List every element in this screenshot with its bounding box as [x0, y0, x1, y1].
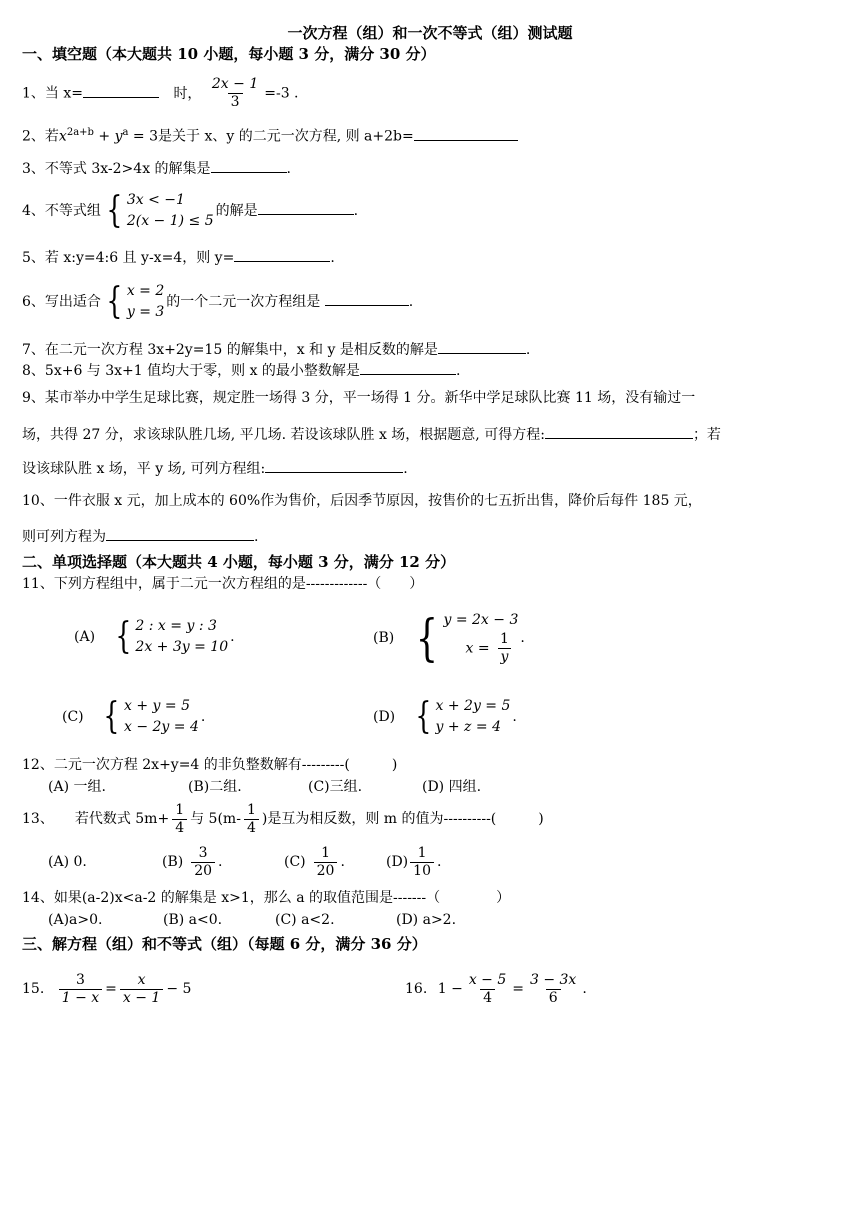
question-9-line-2: 场，共得 27 分，求该球队胜几场, 平几场. 若设该球队胜 x 场，根据题意, 可得方程: ；若	[22, 423, 721, 445]
option-13-d[interactable]: (D) $\frac{1}{10}$ .	[386, 844, 442, 879]
question-1: 1、当 x= 时， $\frac{2x - 1}{3}$ =-3 .	[22, 76, 299, 110]
option-14-a[interactable]: (A)a>0.	[48, 912, 103, 928]
answer-blank-7[interactable]	[438, 338, 526, 354]
answer-blank-1[interactable]	[83, 82, 159, 98]
brace-icon: {	[415, 696, 432, 737]
option-14-b[interactable]: (B) a<0.	[163, 912, 223, 928]
section-fill-blank-heading: 一、填空题（本大题共 10 小题，每小题 3 分，满分 30 分）	[22, 45, 436, 63]
brace-icon: {	[103, 696, 120, 737]
brace-icon: {	[106, 281, 123, 322]
answer-blank-6[interactable]	[325, 290, 409, 306]
option-11-d[interactable]: (D) { x + 2y = 5 y + z = 4 .	[373, 696, 517, 737]
brace-icon: {	[415, 609, 438, 667]
option-14-d[interactable]: (D) a>2.	[396, 912, 457, 928]
question-13: 13、 若代数式 5m+ $\frac{1}{4}$ 与 5(m- $\frac{1}{4}$ )是互为相反数，则 m 的值为----------( )	[22, 801, 544, 836]
answer-blank-9a[interactable]	[545, 423, 693, 439]
question-10-line-1: 10、一件衣服 x 元，加上成本的 60%作为售价，后因季节原因，按售价的七五折出售，降价后每件 185 元，	[22, 493, 702, 509]
answer-blank-4[interactable]	[258, 199, 354, 215]
option-12-c[interactable]: (C)三组.	[308, 779, 363, 795]
question-9-line-1: 9、某市举办中学生足球比赛，规定胜一场得 3 分，平一场得 1 分。新华中学足球队比赛 11 场，没有输过一	[22, 390, 696, 406]
question-5: 5、若 x:y=4:6 且 y-x=4，则 y= .	[22, 246, 335, 268]
question-3: 3、不等式 3x-2>4x 的解集是 .	[22, 157, 291, 179]
question-16: 16. 1 − $\frac{x - 5}{4}$ = $\frac{3 - 3x}{6}$ .	[405, 971, 587, 1006]
answer-blank-5[interactable]	[234, 246, 330, 262]
answer-blank-2[interactable]	[414, 125, 518, 141]
question-2: 2、若$x^{2a+b} + y^a = 3$是关于 x、y 的二元一次方程, 则 a+2b=	[22, 123, 518, 147]
answer-blank-8[interactable]	[360, 359, 456, 375]
option-13-c[interactable]: (C) $\frac{1}{20}$ .	[284, 844, 345, 879]
question-14: 14、如果(a-2)x<a-2 的解集是 x>1，那么 a 的取值范围是-------（ ）	[22, 890, 511, 906]
brace-icon: {	[114, 616, 131, 657]
question-15: 15. $\frac{3}{1 - x}$ = $\frac{x}{x - 1}$ − 5	[22, 971, 192, 1006]
question-8: 8、5x+6 与 3x+1 值均大于零，则 x 的最小整数解是 .	[22, 359, 460, 381]
option-12-d[interactable]: (D) 四组.	[422, 779, 482, 795]
question-6: 6、写出适合 { x = 2 y = 3 的一个二元一次方程组是 .	[22, 281, 414, 322]
answer-blank-9b[interactable]	[265, 457, 403, 473]
page-title: 一次方程（组）和一次不等式（组）测试题	[287, 24, 573, 42]
answer-blank-10[interactable]	[106, 525, 254, 541]
option-11-b[interactable]: (B) { y = 2x − 3 x = $\frac{1}{y}$ .	[373, 609, 525, 667]
question-12: 12、二元一次方程 2x+y=4 的非负整数解有---------( )	[22, 757, 398, 773]
question-7: 7、在二元一次方程 3x+2y=15 的解集中，x 和 y 是相反数的解是 .	[22, 338, 530, 360]
option-11-c[interactable]: (C) { x + y = 5 x − 2y = 4 .	[62, 696, 206, 737]
answer-blank-3[interactable]	[211, 157, 287, 173]
option-13-b[interactable]: (B) $\frac{3}{20}$ .	[162, 844, 223, 879]
option-12-b[interactable]: (B)二组.	[188, 779, 242, 795]
option-12-a[interactable]: (A) 一组.	[48, 779, 106, 795]
section-choice-heading: 二、单项选择题（本大题共 4 小题，每小题 3 分，满分 12 分）	[22, 553, 456, 571]
section-solve-heading: 三、解方程（组）和不等式（组）（每题 6 分，满分 36 分）	[22, 935, 427, 953]
brace-icon: {	[106, 190, 123, 231]
question-4: 4、不等式组 { 3x < −1 2(x − 1) ≤ 5 的解是 .	[22, 190, 359, 231]
system-q6: { x = 2 y = 3	[106, 281, 165, 322]
option-11-a[interactable]: (A) { 2 : x = y : 3 2x + 3y = 10 .	[74, 616, 235, 657]
question-9-line-3: 设该球队胜 x 场，平 y 场, 可列方程组: .	[22, 457, 408, 479]
option-13-a[interactable]: (A) 0.	[48, 854, 87, 870]
system-q4: { 3x < −1 2(x − 1) ≤ 5	[106, 190, 214, 231]
question-11: 11、下列方程组中，属于二元一次方程组的是-------------（ ）	[22, 576, 424, 592]
fraction-q1: $\frac{2x - 1}{3}$	[211, 76, 259, 110]
question-10-line-2: 则可列方程为 .	[22, 525, 258, 547]
option-14-c[interactable]: (C) a<2.	[275, 912, 335, 928]
